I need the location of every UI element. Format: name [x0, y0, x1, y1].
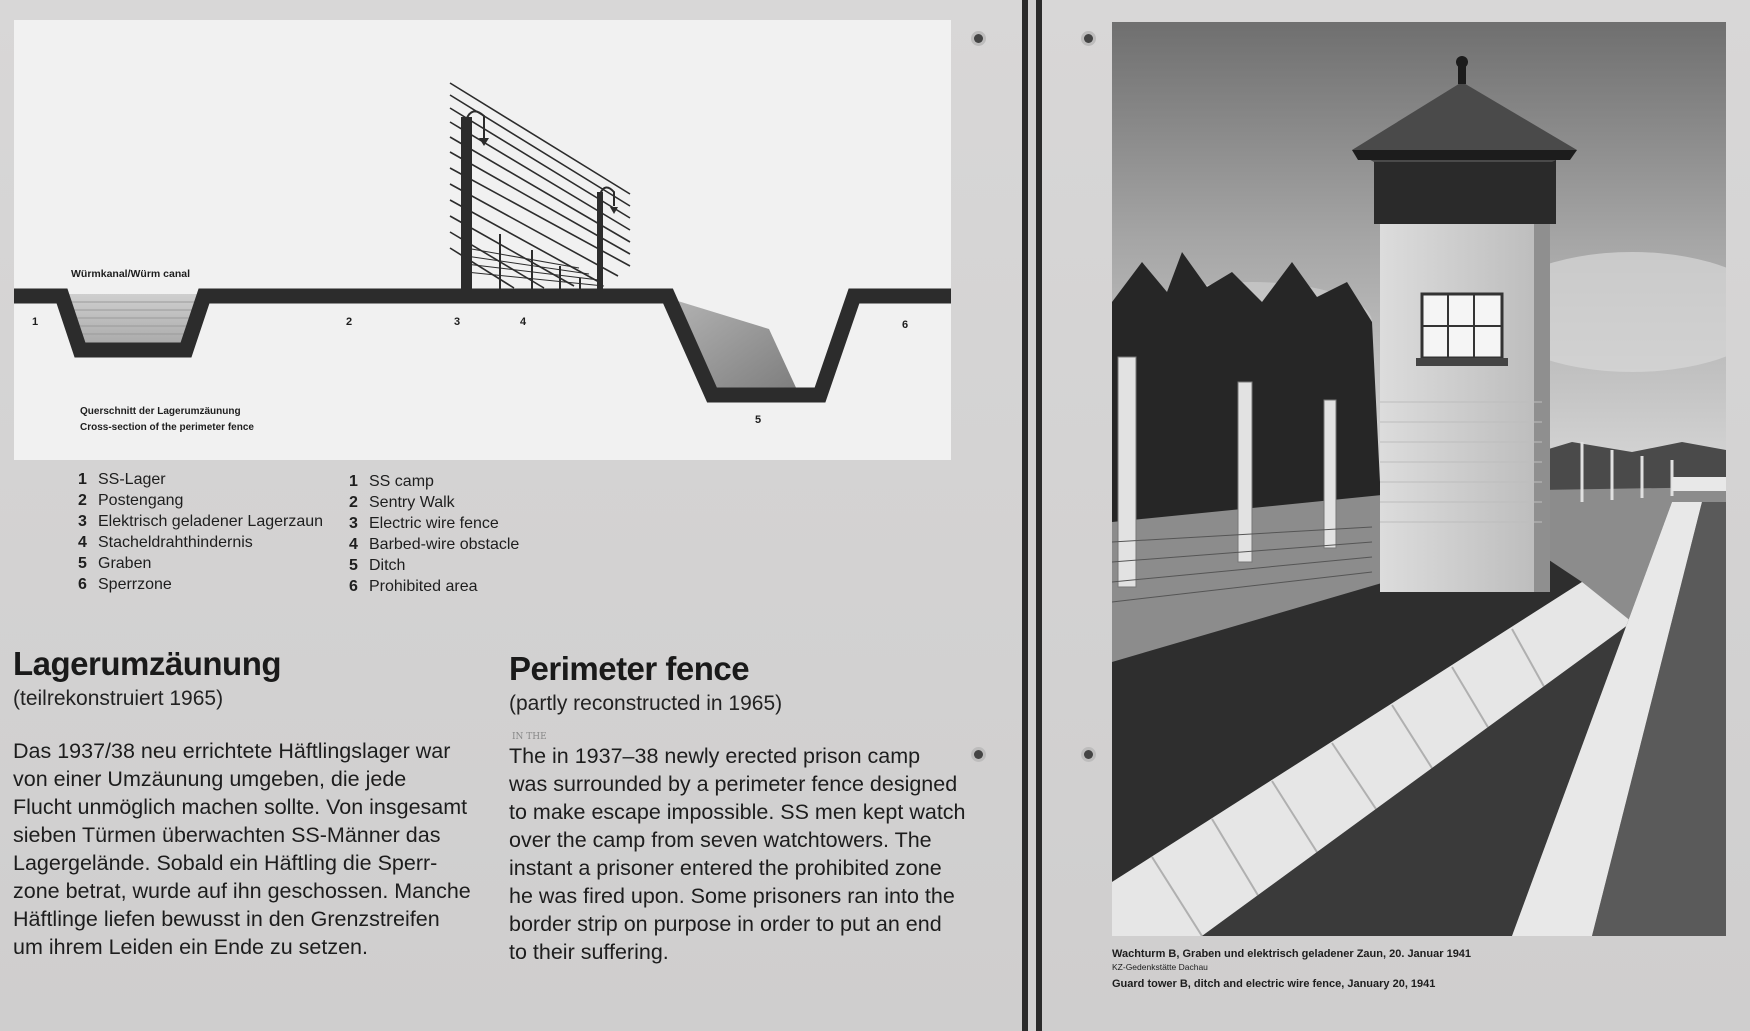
- english-title: Perimeter fence: [509, 650, 750, 687]
- diagram-point-label: 1: [32, 316, 39, 328]
- legend-item: 3 Electric wire fence: [349, 515, 499, 532]
- english-section: [509, 650, 1009, 966]
- legend-item: 6 Prohibited area: [349, 578, 478, 595]
- diagram-point-label: 3: [454, 316, 461, 328]
- photo-caption-de: Wachturm B, Graben und elektrisch geladener Zaun, 20. Januar 1941: [1112, 948, 1472, 960]
- german-subtitle: (teilrekonstruiert 1965): [13, 687, 224, 710]
- legend-german: [78, 469, 323, 595]
- barbed-wire-obstacle: [466, 234, 604, 290]
- english-subtitle: (partly reconstructed in 1965): [509, 692, 783, 715]
- diagram-point-label: 6: [902, 319, 909, 331]
- diagram-point-label: 4: [520, 316, 527, 328]
- mounting-screw-icon: [1084, 34, 1093, 43]
- guard-tower: [1352, 56, 1577, 592]
- canal-label: Würmkanal/Würm canal: [71, 268, 191, 280]
- german-section: [13, 645, 483, 961]
- mounting-screw-icon: [974, 34, 983, 43]
- german-title: Lagerumzäunung: [13, 645, 282, 682]
- diagram-caption-de: Querschnitt der Lagerumzäunung: [80, 406, 241, 417]
- legend-item: 5 Ditch: [349, 557, 406, 574]
- legend-item: 1 SS camp: [349, 473, 434, 490]
- cross-section-diagram: [14, 20, 951, 460]
- diagram-caption-en: Cross-section of the perimeter fence: [80, 422, 254, 433]
- diagram-point-label: 2: [346, 316, 353, 328]
- legend-item: 4 Barbed-wire obstacle: [349, 536, 520, 553]
- legend-item: 5 Graben: [78, 555, 152, 572]
- legend-item: 4 Stacheldrahthindernis: [78, 534, 253, 551]
- photo-credit: KZ-Gedenkstätte Dachau: [1112, 962, 1208, 972]
- panel-divider: [1022, 0, 1028, 1031]
- german-body: Das 1937/38 neu errichtete Häftlingslager war von einer Umzäunung umgeben, die jede Flucht unmöglich machen sollte. Von insgesamt sieben Türmen überwachten SS-Männer das Lagergelände. Sobald ein Häftling die Sperr- zone betrat, wurde auf ihn geschossen. Manche Häftlinge liefen bewusst in den Grenzstreifen um ihrem Leiden ein Ende zu setzen.: [13, 739, 471, 959]
- electric-fence: [450, 83, 630, 290]
- legend-item: 6 Sperrzone: [78, 576, 172, 593]
- legend-item: 2 Sentry Walk: [349, 494, 455, 511]
- legend-item: 2 Postengang: [78, 492, 184, 509]
- english-body: The in 1937–38 newly erected prison camp was surrounded by a perimeter fence designed to make escape impossible. SS men kept watch over the camp from seven watchtowers. The instant a prisoner entered the prohibited zone he was fired upon. Some prisoners ran into the border strip on purpose in order to put an end to their suffering.: [509, 744, 966, 964]
- pencil-annotation: IN THE: [512, 732, 547, 742]
- guard-tower-photo: [1112, 22, 1726, 936]
- legend-item: 3 Elektrisch geladener Lagerzaun: [78, 513, 324, 530]
- legend-item: 1 SS-Lager: [78, 471, 166, 488]
- diagram-point-label: 5: [755, 414, 762, 426]
- photo-caption-en: Guard tower B, ditch and electric wire fence, January 20, 1941: [1112, 978, 1436, 990]
- legend-english: [349, 471, 519, 597]
- mounting-screw-icon: [1084, 750, 1093, 759]
